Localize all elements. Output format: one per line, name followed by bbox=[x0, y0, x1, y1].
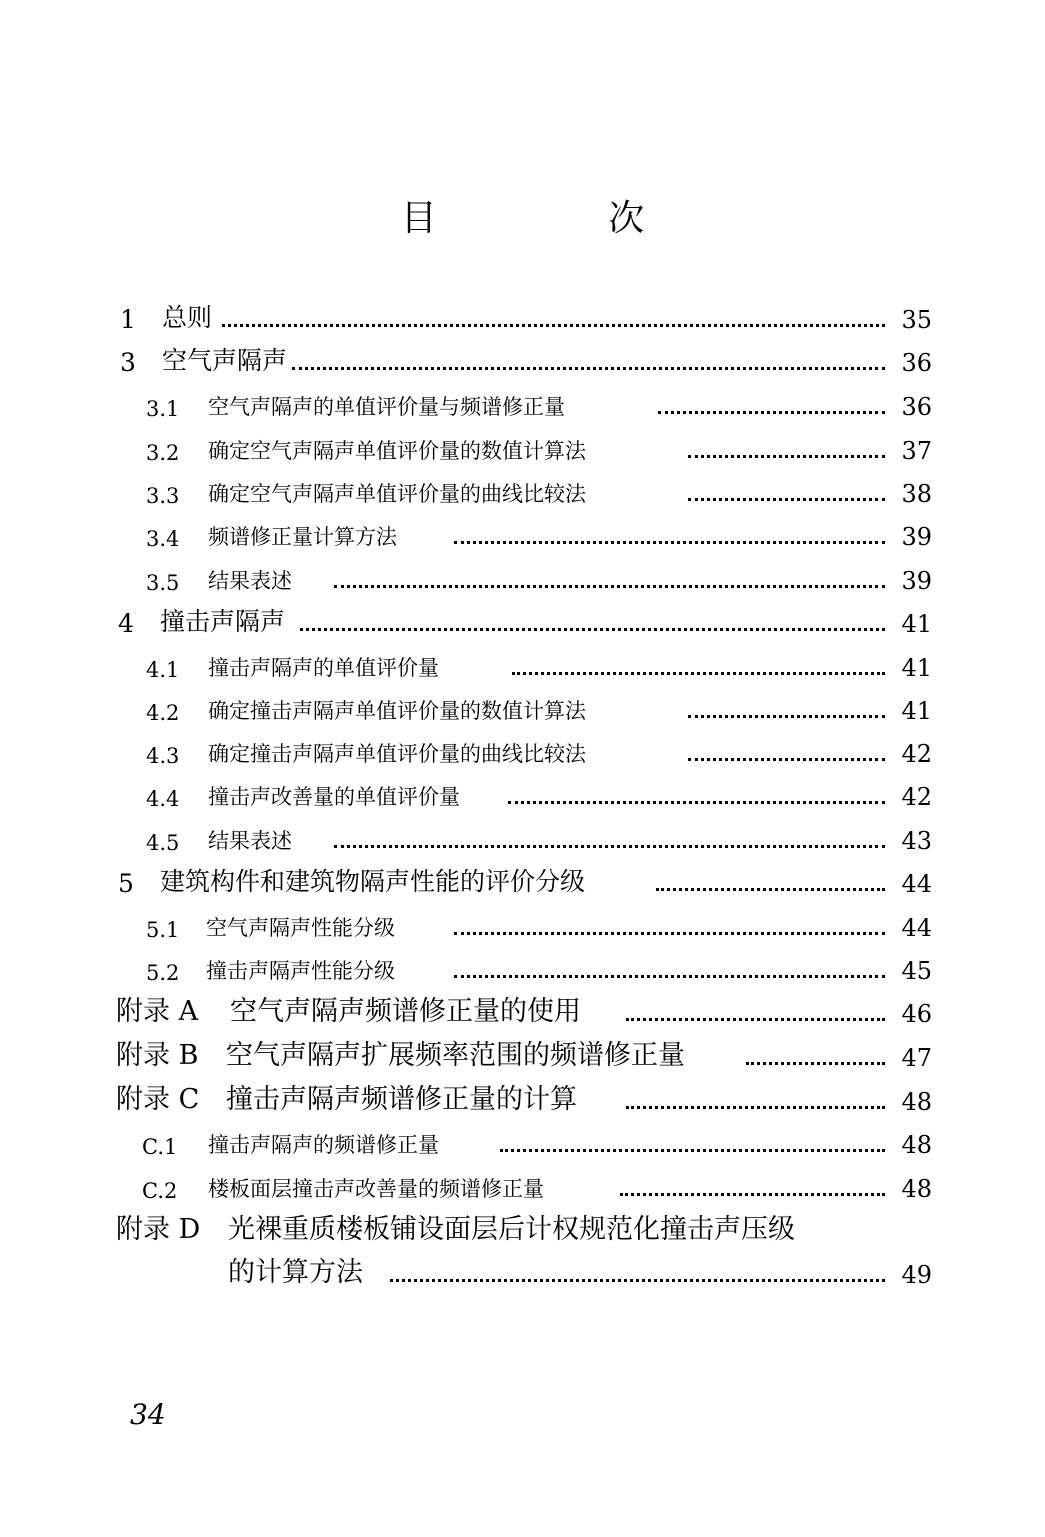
toc-entry-page: 45 bbox=[901, 957, 932, 985]
toc-entry-number: 4.2 bbox=[146, 701, 180, 725]
leader-dots bbox=[512, 672, 885, 675]
toc-entry[interactable] bbox=[0, 1038, 1045, 1074]
toc-entry-number: 附录 B bbox=[116, 1040, 199, 1071]
toc-entry[interactable] bbox=[0, 734, 1045, 770]
leader-dots bbox=[300, 628, 885, 631]
toc-entry-title: 建筑构件和建筑物隔声性能的评价分级 bbox=[160, 867, 586, 896]
leader-dots bbox=[508, 801, 885, 804]
toc-entry-title: 空气声隔声的单值评价量与频谱修正量 bbox=[208, 395, 565, 419]
toc-entry-page: 39 bbox=[901, 567, 932, 595]
toc-entry-number: 3.4 bbox=[146, 527, 180, 551]
toc-entry-title: 结果表述 bbox=[208, 569, 292, 593]
toc-entry-page: 44 bbox=[901, 870, 932, 898]
toc-entry-number: 1 bbox=[120, 305, 136, 334]
toc-entry[interactable] bbox=[0, 387, 1045, 423]
toc-entry-number: 3.2 bbox=[146, 441, 180, 465]
leader-dots bbox=[626, 1018, 885, 1021]
toc-entry-number: 附录 A bbox=[116, 996, 199, 1027]
toc-entry[interactable] bbox=[0, 517, 1045, 553]
toc-entry-title: 空气声隔声 bbox=[162, 346, 288, 375]
leader-dots bbox=[334, 585, 885, 588]
toc-entry-number: 3.5 bbox=[146, 571, 180, 595]
toc-entry-title: 撞击声隔声性能分级 bbox=[206, 959, 395, 983]
toc-entry[interactable] bbox=[0, 908, 1045, 944]
toc-entry-number: C.2 bbox=[142, 1179, 178, 1203]
toc-entry-number: 5 bbox=[118, 869, 134, 898]
toc-entry-title: 总则 bbox=[162, 303, 213, 332]
toc-entry[interactable] bbox=[0, 604, 1045, 640]
toc-entry[interactable] bbox=[0, 1082, 1045, 1118]
toc-entry-number: 5.1 bbox=[146, 918, 180, 942]
toc-entry-title: 撞击声隔声的单值评价量 bbox=[208, 656, 439, 680]
toc-entry-page: 39 bbox=[901, 523, 932, 551]
toc-entry-page: 48 bbox=[901, 1131, 932, 1159]
toc-entry-page: 37 bbox=[901, 437, 932, 465]
leader-dots bbox=[688, 498, 885, 501]
toc-entry[interactable] bbox=[0, 994, 1045, 1030]
toc-entry[interactable] bbox=[0, 691, 1045, 727]
toc-entry-page: 43 bbox=[901, 827, 932, 855]
leader-dots bbox=[454, 975, 885, 978]
toc-entry[interactable] bbox=[0, 821, 1045, 857]
toc-entry-number: 附录 D bbox=[116, 1214, 201, 1245]
toc-entry-number: 4 bbox=[118, 609, 134, 638]
toc-entry-number: 4.3 bbox=[146, 744, 180, 768]
leader-dots bbox=[620, 1193, 885, 1196]
leader-dots bbox=[658, 411, 885, 414]
toc-entry-title: 确定撞击声隔声单值评价量的曲线比较法 bbox=[208, 742, 586, 766]
leader-dots bbox=[688, 455, 885, 458]
toc-entry-page: 44 bbox=[901, 914, 932, 942]
toc-entry-title: 撞击声隔声频谱修正量的计算 bbox=[226, 1084, 577, 1115]
toc-entry-page: 48 bbox=[901, 1088, 932, 1116]
toc-entry-title: 结果表述 bbox=[208, 829, 292, 853]
toc-entry-page: 38 bbox=[901, 480, 932, 508]
toc-entry-number: 4.5 bbox=[146, 831, 180, 855]
toc-entry-title: 撞击声改善量的单值评价量 bbox=[208, 785, 460, 809]
toc-entry-title: 频谱修正量计算方法 bbox=[208, 525, 397, 549]
toc-entry[interactable] bbox=[0, 648, 1045, 684]
toc-entry-page: 36 bbox=[901, 349, 932, 377]
toc-entry-page: 46 bbox=[901, 1000, 932, 1028]
leader-dots bbox=[292, 367, 885, 370]
toc-entry-title: 光裸重质楼板铺设面层后计权规范化撞击声压级 bbox=[228, 1214, 795, 1245]
toc-entry[interactable] bbox=[0, 951, 1045, 987]
toc-entry-page: 41 bbox=[901, 610, 932, 638]
toc-entry-page: 48 bbox=[901, 1175, 932, 1203]
toc-entry-title: 空气声隔声扩展频率范围的频谱修正量 bbox=[226, 1040, 685, 1071]
toc-entry[interactable] bbox=[0, 1125, 1045, 1161]
toc-entry-page: 35 bbox=[901, 306, 932, 334]
leader-dots bbox=[334, 845, 885, 848]
toc-entry[interactable] bbox=[0, 474, 1045, 510]
toc-entry-number: 3.1 bbox=[146, 397, 180, 421]
toc-entry-title: 撞击声隔声 bbox=[160, 607, 286, 636]
leader-dots bbox=[626, 1106, 885, 1109]
page-number: 34 bbox=[130, 1398, 166, 1431]
toc-entry-title: 确定撞击声隔声单值评价量的数值计算法 bbox=[208, 699, 586, 723]
toc-entry-title: 楼板面层撞击声改善量的频谱修正量 bbox=[208, 1177, 544, 1201]
toc-entry-title: 撞击声隔声的频谱修正量 bbox=[208, 1133, 439, 1157]
toc-entry-number: 4.1 bbox=[146, 658, 180, 682]
leader-dots bbox=[390, 1279, 885, 1282]
toc-entry-page: 36 bbox=[901, 393, 932, 421]
toc-entry[interactable] bbox=[0, 300, 1045, 336]
toc-entry-number: 附录 C bbox=[116, 1084, 200, 1115]
leader-dots bbox=[656, 888, 885, 891]
toc-entry-number: 4.4 bbox=[146, 787, 180, 811]
toc-entry[interactable] bbox=[0, 1169, 1045, 1205]
toc-entry-page: 47 bbox=[901, 1044, 932, 1072]
toc-entry-number: 3.3 bbox=[146, 484, 180, 508]
toc-entry-page: 42 bbox=[901, 740, 932, 768]
leader-dots bbox=[222, 324, 885, 327]
toc-entry-title: 确定空气声隔声单值评价量的数值计算法 bbox=[208, 439, 586, 463]
toc-entry-page: 41 bbox=[901, 654, 932, 682]
toc-entry[interactable] bbox=[0, 777, 1045, 813]
page-title: 目 次 bbox=[400, 198, 725, 239]
leader-dots bbox=[688, 758, 885, 761]
toc-entry[interactable] bbox=[0, 864, 1045, 900]
toc-entry-number: C.1 bbox=[142, 1135, 178, 1159]
leader-dots bbox=[746, 1062, 885, 1065]
toc-entry-title: 确定空气声隔声单值评价量的曲线比较法 bbox=[208, 482, 586, 506]
toc-entry-title: 空气声隔声频谱修正量的使用 bbox=[230, 996, 581, 1027]
toc-entry-number: 5.2 bbox=[146, 961, 180, 985]
toc-entry-page: 42 bbox=[901, 783, 932, 811]
leader-dots bbox=[688, 715, 885, 718]
toc-entry-page: 41 bbox=[901, 697, 932, 725]
leader-dots bbox=[500, 1149, 885, 1152]
toc-entry-title: 空气声隔声性能分级 bbox=[206, 916, 395, 940]
leader-dots bbox=[454, 932, 885, 935]
toc-entry[interactable] bbox=[0, 1212, 1045, 1248]
leader-dots bbox=[454, 541, 885, 544]
toc-entry[interactable] bbox=[0, 343, 1045, 379]
toc-entry-number: 3 bbox=[120, 348, 136, 377]
toc-entry-continuation[interactable] bbox=[0, 1255, 1045, 1291]
toc-entry-page: 49 bbox=[901, 1261, 932, 1289]
toc-entry-title: 的计算方法 bbox=[228, 1257, 363, 1288]
toc-entry[interactable] bbox=[0, 431, 1045, 467]
toc-entry[interactable] bbox=[0, 561, 1045, 597]
